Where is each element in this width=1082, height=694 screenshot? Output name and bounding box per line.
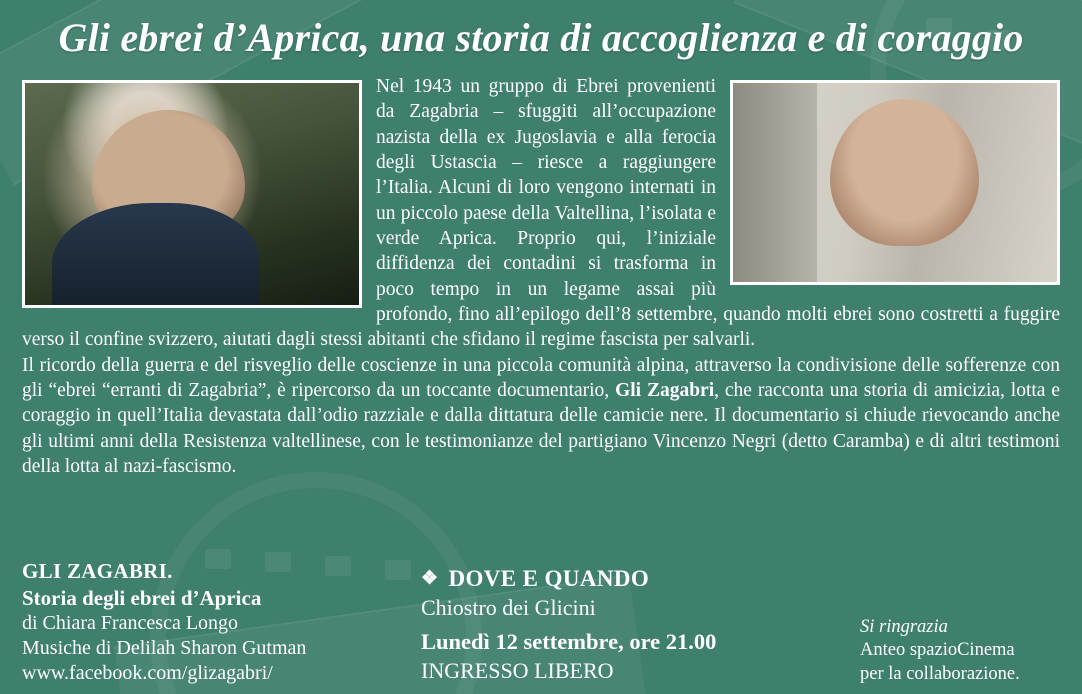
poster-footer (0, 559, 1082, 686)
film-title-inline: Gli Zagabri (615, 380, 715, 402)
thanks-label: Si ringrazia (860, 617, 948, 638)
photo-elderly-man (22, 80, 362, 308)
event-venue: Chiostro dei Glicini (421, 595, 596, 621)
paragraph-intro: Nel 1943 un gruppo di Ebrei provenienti da Zagabria – sfuggiti all’occupazione nazista della ex Jugoslavia e alla ferocia degli Ustascia – riesce a raggiungere l’Italia. Alcuni di loro vengono internati in un piccolo paese della Valtellina, l’isolata e verde Aprica. Proprio qui, l’iniziale diffidenza dei contadini si trasforma in poco tempo in un legame assai più profondo, fino all’epilogo dell’8 settembre, quando molti ebrei sono costretti a fuggire verso il confine svizzero, aiutati dagli stessi abitanti che sfidano il regime fascista per salvarli. (22, 76, 1060, 351)
event-heading: DOVE E QUANDO (448, 566, 650, 592)
event-heading-row (421, 566, 851, 592)
photo-elderly-woman (730, 80, 1060, 285)
credits-music: Musiche di Delilah Sharon Gutman (22, 637, 307, 659)
photo-elderly-woman-image (733, 83, 1057, 282)
page-title: Gli ebrei d’Aprica, una storia di accoglienza e di coraggio (58, 15, 1024, 60)
credits-block (22, 559, 392, 686)
event-block (421, 566, 851, 686)
thanks-block (860, 616, 1060, 686)
event-entrance: INGRESSO LIBERO (421, 658, 614, 684)
thanks-partner: Anteo spazioCinema (860, 640, 1015, 661)
article-body (22, 74, 1060, 480)
diamond-icon: ❖ (421, 567, 439, 589)
paragraph-documentary (22, 353, 1060, 480)
thanks-partner-note: per la collaborazione. (860, 663, 1020, 684)
credits-film-title: GLI ZAGABRI. (22, 559, 173, 584)
event-datetime: Lunedì 12 settembre, ore 21.00 (421, 629, 717, 655)
paragraph-documentary-part1: Il ricordo della guerra e del risveglio delle coscienze in una piccola comunità alpina, attraverso la condivisione delle sofferenze con gli “ebrei “erranti di Zagabria”, è ripercorso da un toccante documentario, (22, 354, 1060, 402)
credits-director: di Chiara Francesca Longo (22, 612, 239, 634)
credits-subtitle: Storia degli ebrei d’Aprica (22, 585, 262, 610)
photo-elderly-man-image (25, 83, 359, 305)
paragraph-documentary-part2: , che racconta una storia di amicizia, lotta e coraggio in quell’Italia devastata dall’odio razziale e dalla dittatura delle camicie nere. Il documentario si chiude rievocando anche gli ultimi anni della Resistenza valtellinese, con le testimonianze del partigiano Vincenzo Negri (detto Caramba) e di altri testimoni della lotta al nazi-fascismo. (22, 380, 1060, 478)
credits-facebook-link[interactable]: www.facebook.com/glizagabri/ (22, 662, 273, 684)
